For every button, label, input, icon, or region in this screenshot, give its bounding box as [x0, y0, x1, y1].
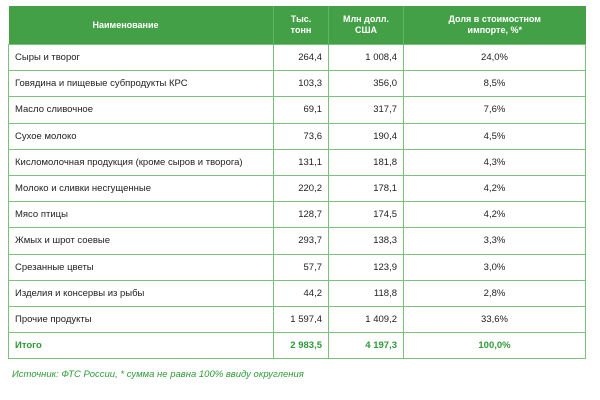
row-tons: 73,6	[274, 123, 329, 149]
table-row	[9, 149, 586, 175]
row-share: 33,6%	[404, 306, 586, 332]
source-note: Источник: ФТС России, * сумма не равна 100% ввиду округления	[12, 369, 304, 380]
row-usd: 317,7	[329, 97, 404, 123]
header-share-line1: Доля в стоимостном	[448, 14, 541, 24]
total-share: 100,0%	[404, 333, 586, 359]
row-tons: 69,1	[274, 97, 329, 123]
row-share: 7,6%	[404, 97, 586, 123]
row-usd: 181,8	[329, 149, 404, 175]
row-tons: 1 597,4	[274, 306, 329, 332]
header-usd-line1: Млн долл.	[342, 14, 390, 24]
header-usd-line2: США	[354, 25, 378, 35]
row-name: Мясо птицы	[9, 202, 274, 228]
row-name: Кисломолочная продукция (кроме сыров и творога)	[9, 149, 274, 175]
header-share-line2: импорте, %*	[467, 25, 522, 35]
row-share: 4,2%	[404, 175, 586, 201]
import-table	[8, 6, 586, 359]
table-row	[9, 254, 586, 280]
row-name: Говядина и пищевые субпродукты КРС	[9, 71, 274, 97]
row-share: 3,0%	[404, 254, 586, 280]
table-header-row	[9, 6, 586, 45]
row-name: Сыры и творог	[9, 45, 274, 71]
row-share: 3,3%	[404, 228, 586, 254]
row-usd: 190,4	[329, 123, 404, 149]
row-share: 8,5%	[404, 71, 586, 97]
row-usd: 123,9	[329, 254, 404, 280]
table-row	[9, 123, 586, 149]
row-share: 24,0%	[404, 45, 586, 71]
header-tons-line2: тонн	[290, 25, 312, 35]
row-name: Жмых и шрот соевые	[9, 228, 274, 254]
header-usd	[329, 6, 404, 45]
header-name: Наименование	[9, 6, 274, 45]
row-name: Срезанные цветы	[9, 254, 274, 280]
row-name: Сухое молоко	[9, 123, 274, 149]
row-share: 4,3%	[404, 149, 586, 175]
row-name: Изделия и консервы из рыбы	[9, 280, 274, 306]
table-row	[9, 202, 586, 228]
row-name: Прочие продукты	[9, 306, 274, 332]
row-usd: 1 008,4	[329, 45, 404, 71]
row-usd: 1 409,2	[329, 306, 404, 332]
import-table-container	[8, 6, 585, 359]
table-row	[9, 280, 586, 306]
row-tons: 57,7	[274, 254, 329, 280]
row-share: 4,5%	[404, 123, 586, 149]
total-usd: 4 197,3	[329, 333, 404, 359]
row-share: 4,2%	[404, 202, 586, 228]
table-row	[9, 45, 586, 71]
header-tons-line1: Тыс.	[290, 14, 312, 24]
row-usd: 178,1	[329, 175, 404, 201]
table-total-row	[9, 333, 586, 359]
row-usd: 174,5	[329, 202, 404, 228]
row-tons: 44,2	[274, 280, 329, 306]
row-share: 2,8%	[404, 280, 586, 306]
table-row	[9, 228, 586, 254]
row-name: Масло сливочное	[9, 97, 274, 123]
table-row	[9, 306, 586, 332]
row-tons: 293,7	[274, 228, 329, 254]
row-tons: 264,4	[274, 45, 329, 71]
row-tons: 128,7	[274, 202, 329, 228]
header-share	[404, 6, 586, 45]
row-tons: 220,2	[274, 175, 329, 201]
header-tons	[274, 6, 329, 45]
table-row	[9, 71, 586, 97]
table-row	[9, 97, 586, 123]
row-usd: 118,8	[329, 280, 404, 306]
total-name: Итого	[9, 333, 274, 359]
row-usd: 138,3	[329, 228, 404, 254]
total-tons: 2 983,5	[274, 333, 329, 359]
row-usd: 356,0	[329, 71, 404, 97]
row-tons: 131,1	[274, 149, 329, 175]
row-tons: 103,3	[274, 71, 329, 97]
table-row	[9, 175, 586, 201]
row-name: Молоко и сливки несгущенные	[9, 175, 274, 201]
